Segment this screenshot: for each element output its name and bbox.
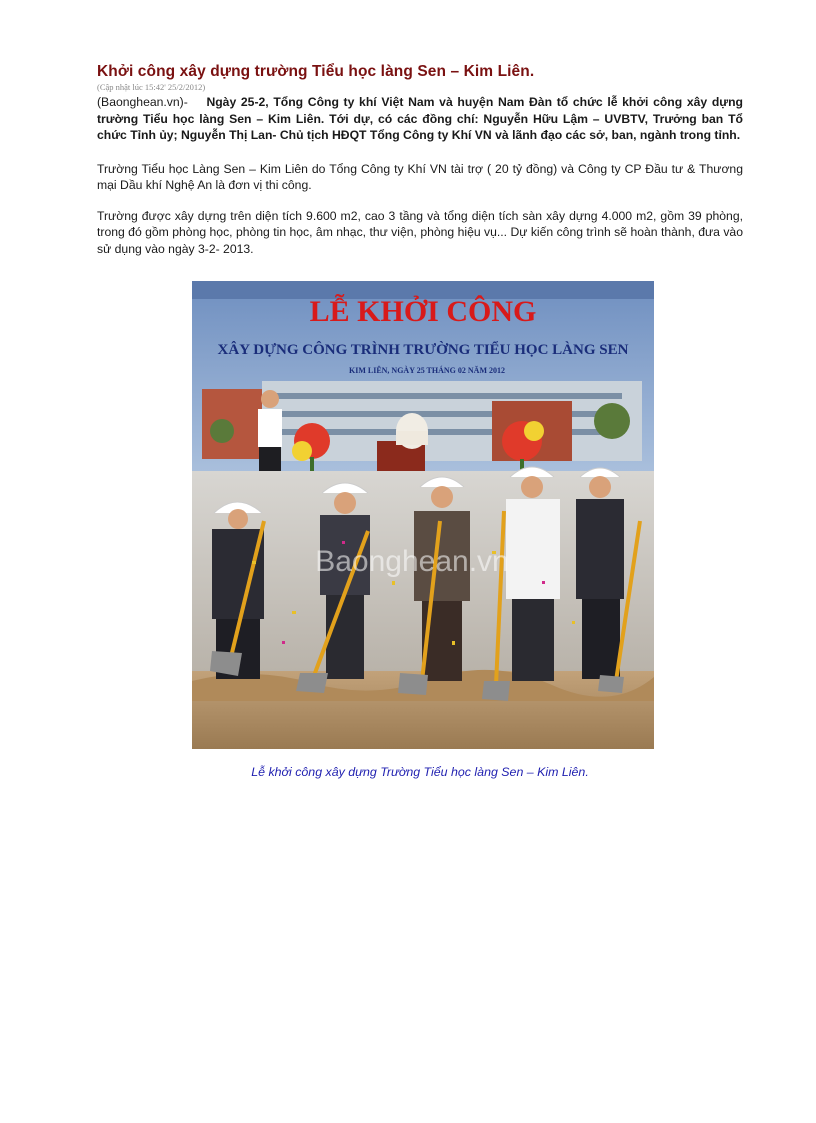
- updated-timestamp: (Cập nhật lúc 15:42' 25/2/2012): [97, 82, 206, 92]
- photo-caption: Lễ khởi công xây dựng Trường Tiểu học làng Sen – Kim Liên.: [251, 765, 589, 779]
- banner-subtitle: XÂY DỰNG CÔNG TRÌNH TRƯỜNG TIỂU HỌC LÀNG SEN: [217, 342, 629, 358]
- article-headline: Khởi công xây dựng trường Tiểu học làng Sen – Kim Liên.: [97, 63, 535, 80]
- source-label: (Baonghean.vn)-: [97, 95, 188, 109]
- photo-watermark: Baonghean.vn: [315, 545, 509, 578]
- banner-date: KIM LIÊN, NGÀY 25 THÁNG 02 NĂM 2012: [348, 366, 506, 375]
- lead-paragraph: [97, 94, 743, 144]
- ceremony-photo: [192, 281, 654, 749]
- body-paragraph-2: Trường được xây dựng trên diện tích 9.600 m2, cao 3 tầng và tổng diện tích sàn xây dựng 4.000 m2, gồm 39 phòng, trong đó gồm phòng học, phòng tin học, âm nhạc, thư viện, phòng hiệu vụ... Dự kiến công trình sẽ hoàn thành, đưa vào sử dụng vào ngày 3-2- 2013.: [97, 208, 743, 256]
- lead-text: Ngày 25-2, Tổng Công ty khí Việt Nam và huyện Nam Đàn tổ chức lễ khởi công xây dựng trường Tiểu học làng Sen – Kim Liên. Tới dự, có các đồng chí: Nguyễn Hữu Lậm – UVBTV, Trưởng ban Tổ chức Tỉnh ủy; Nguyễn Thị Lan- Chủ tịch HĐQT Tổng Công ty Khí VN và lãnh đạo các sở, ban, ngành trong tỉnh.: [97, 95, 744, 142]
- banner-title: LỄ KHỞI CÔNG: [309, 295, 537, 328]
- body-paragraph-1: Trường Tiểu học Làng Sen – Kim Liên do Tổng Công ty Khí VN tài trợ ( 20 tỷ đồng) và Công ty CP Đầu tư & Thương mại Dầu khí Nghệ An là đơn vị thi công.: [97, 161, 743, 192]
- article: [97, 62, 743, 257]
